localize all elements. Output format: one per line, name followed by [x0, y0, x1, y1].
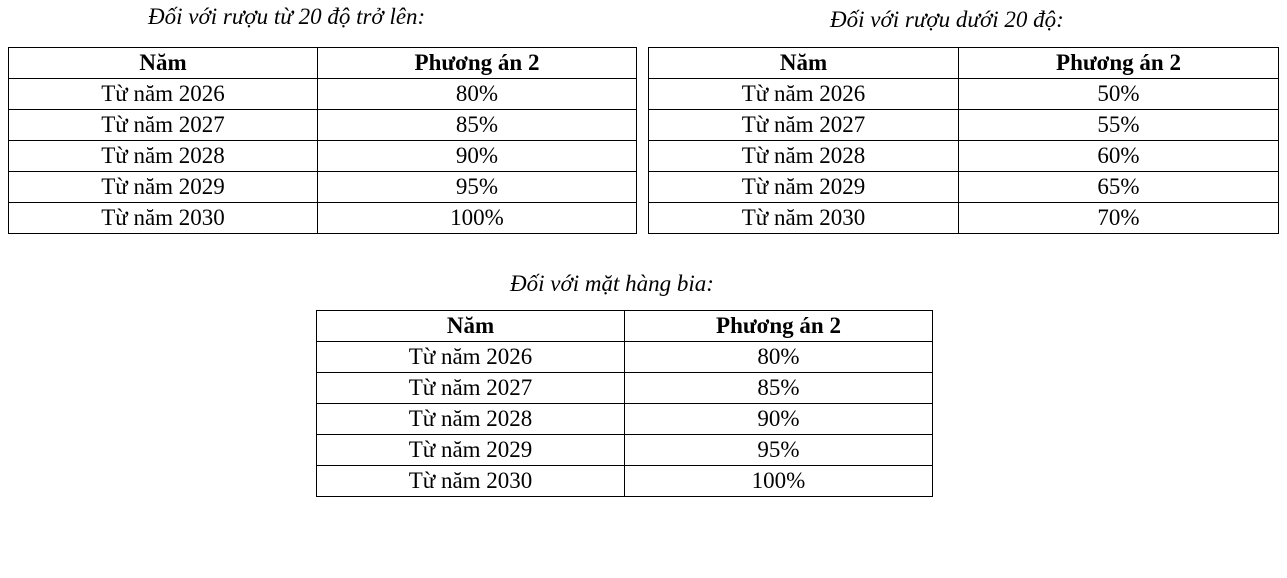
- cell-year: Từ năm 2028: [9, 141, 318, 172]
- header-year: Năm: [9, 48, 318, 79]
- cell-rate: 100%: [625, 466, 933, 497]
- cell-year: Từ năm 2030: [9, 203, 318, 234]
- table-row: [649, 110, 1279, 141]
- cell-rate: 50%: [959, 79, 1279, 110]
- table-spirits-under-20: [648, 47, 1279, 234]
- table-row: [9, 110, 637, 141]
- cell-rate: 100%: [318, 203, 637, 234]
- table-row: [317, 466, 933, 497]
- table-row: [649, 141, 1279, 172]
- table-header-row: [9, 48, 637, 79]
- table-row: [317, 342, 933, 373]
- caption-spirits-under-20: Đối với rượu dưới 20 độ:: [830, 7, 1064, 32]
- table-row: [317, 435, 933, 466]
- table-header-row: [317, 311, 933, 342]
- caption-spirits-20-plus: Đối với rượu từ 20 độ trở lên:: [148, 4, 426, 29]
- table-header-row: [649, 48, 1279, 79]
- table-beer: [316, 310, 933, 497]
- cell-year: Từ năm 2028: [317, 404, 625, 435]
- cell-rate: 85%: [318, 110, 637, 141]
- table-row: [317, 404, 933, 435]
- cell-year: Từ năm 2028: [649, 141, 959, 172]
- cell-rate: 95%: [625, 435, 933, 466]
- cell-year: Từ năm 2029: [317, 435, 625, 466]
- cell-year: Từ năm 2030: [317, 466, 625, 497]
- table-spirits-20-plus: [8, 47, 637, 234]
- table-row: [9, 203, 637, 234]
- cell-rate: 90%: [318, 141, 637, 172]
- cell-year: Từ năm 2030: [649, 203, 959, 234]
- header-option-2: Phương án 2: [959, 48, 1279, 79]
- cell-rate: 65%: [959, 172, 1279, 203]
- cell-year: Từ năm 2029: [649, 172, 959, 203]
- table-row: [9, 141, 637, 172]
- cell-year: Từ năm 2026: [9, 79, 318, 110]
- cell-year: Từ năm 2027: [649, 110, 959, 141]
- cell-rate: 85%: [625, 373, 933, 404]
- table-row: [649, 203, 1279, 234]
- cell-year: Từ năm 2026: [649, 79, 959, 110]
- header-year: Năm: [317, 311, 625, 342]
- cell-rate: 70%: [959, 203, 1279, 234]
- header-option-2: Phương án 2: [625, 311, 933, 342]
- cell-rate: 80%: [625, 342, 933, 373]
- cell-year: Từ năm 2029: [9, 172, 318, 203]
- header-year: Năm: [649, 48, 959, 79]
- table-row: [317, 373, 933, 404]
- header-option-2: Phương án 2: [318, 48, 637, 79]
- caption-beer: Đối với mặt hàng bia:: [510, 271, 714, 296]
- cell-rate: 95%: [318, 172, 637, 203]
- cell-rate: 90%: [625, 404, 933, 435]
- cell-year: Từ năm 2026: [317, 342, 625, 373]
- cell-year: Từ năm 2027: [9, 110, 318, 141]
- table-row: [649, 79, 1279, 110]
- cell-rate: 55%: [959, 110, 1279, 141]
- table-row: [649, 172, 1279, 203]
- cell-rate: 60%: [959, 141, 1279, 172]
- table-row: [9, 172, 637, 203]
- cell-year: Từ năm 2027: [317, 373, 625, 404]
- table-row: [9, 79, 637, 110]
- cell-rate: 80%: [318, 79, 637, 110]
